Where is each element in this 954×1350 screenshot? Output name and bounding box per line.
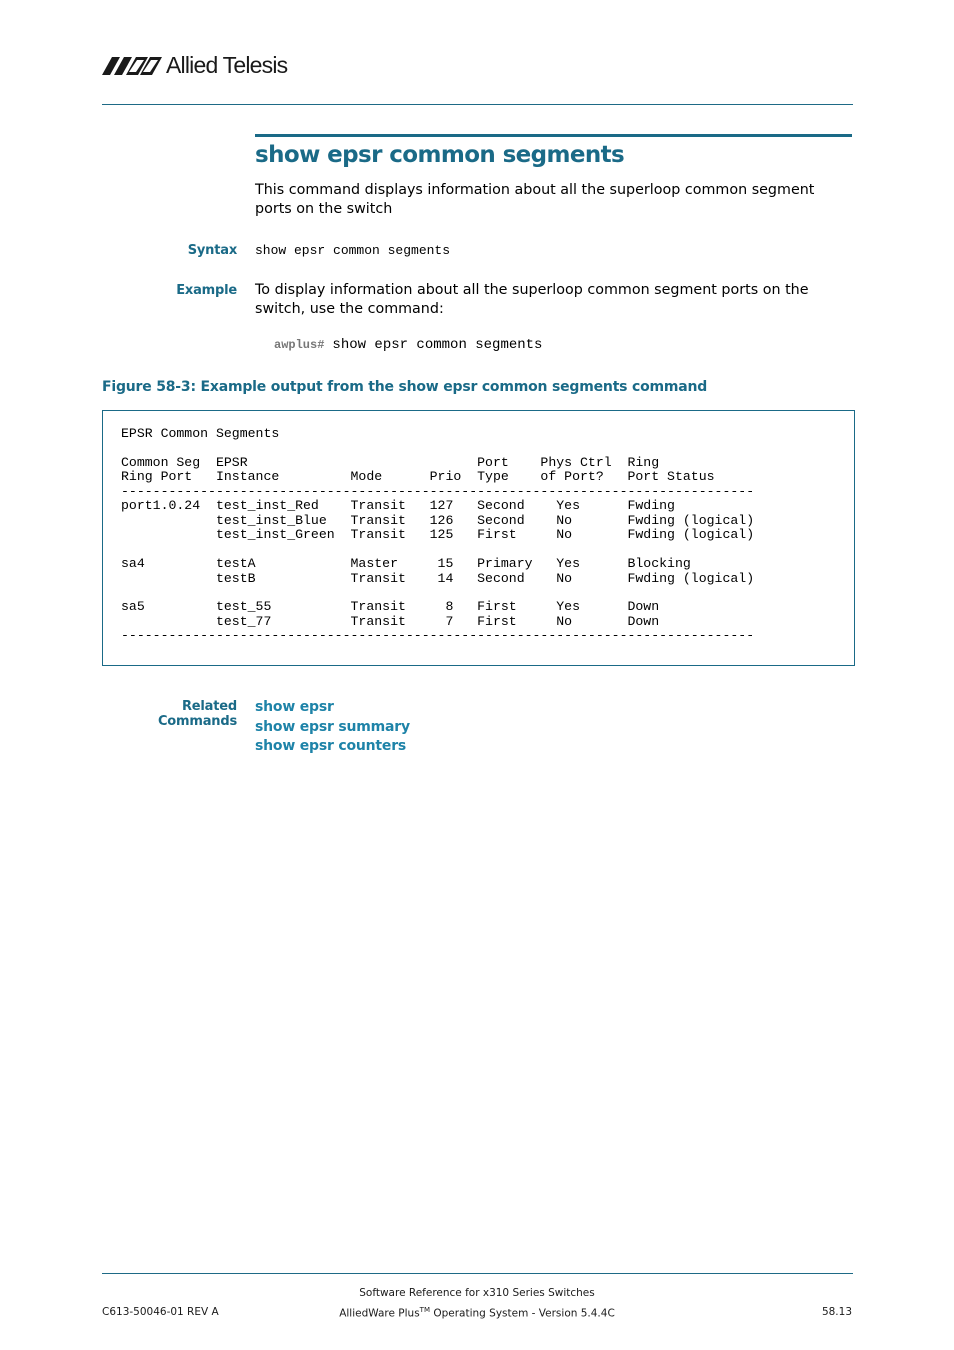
logo-text: Allied Telesis xyxy=(166,52,288,78)
output-box xyxy=(102,410,855,666)
command-description: This command displays information about all the superloop common segment ports on the switch xyxy=(255,182,815,217)
example-label: Example xyxy=(176,283,237,298)
example-command-line xyxy=(274,333,542,353)
syntax-code: show epsr common segments xyxy=(255,243,451,258)
link-show-epsr[interactable]: show epsr xyxy=(255,699,334,715)
syntax-label: Syntax xyxy=(187,243,237,258)
footer-doc-id: C613-50046-01 REV A xyxy=(102,1306,219,1318)
link-show-epsr-counters[interactable]: show epsr counters xyxy=(255,738,407,754)
page-title: show epsr common segments xyxy=(255,142,625,168)
link-show-epsr-summary[interactable]: show epsr summary xyxy=(255,718,410,735)
footer-title: Software Reference for x310 Series Switches xyxy=(359,1287,595,1299)
example-text: To display information about all the superloop common segment ports on the switch, use the command: xyxy=(255,282,809,317)
related-commands-list xyxy=(255,698,410,757)
footer-divider xyxy=(102,1273,853,1274)
allied-telesis-logo-icon xyxy=(102,54,162,76)
command-output: EPSR Common Segments Common Seg EPSR Port Phys Ctrl Ring Ring Port Instance Mode Prio Type of Port? Port Status -------------------------------------------------------------------------------- port1.0.24 test_inst_Red Transit 127 Second Yes Fwding test_inst_Blue Transit 126 Second No Fwding (logical) test_inst_Green Transit 125 First No Fwding (logical) sa4 testA Master 15 Primary Yes Blocking testB Transit 14 Second No Fwding (logical) sa5 test_55 Transit 8 First Yes Down test_77 Transit 7 First No Down -------------------------------------------------------------------------------- xyxy=(121,426,755,644)
footer-os-name: AlliedWare Plus xyxy=(339,1307,420,1320)
cli-prompt: awplus# xyxy=(274,338,325,352)
cli-command: show epsr common segments xyxy=(332,337,543,353)
footer-os-suffix: Operating System - Version 5.4.4C xyxy=(430,1307,615,1320)
related-commands-label: Related Commands xyxy=(157,699,237,729)
figure-caption: Figure 58-3: Example output from the show epsr common segments command xyxy=(102,379,708,395)
header-divider xyxy=(102,104,853,105)
company-logo xyxy=(102,52,287,78)
title-rule xyxy=(255,134,852,137)
trademark-sup: TM xyxy=(419,1306,430,1314)
footer-page-number: 58.13 xyxy=(821,1306,852,1318)
